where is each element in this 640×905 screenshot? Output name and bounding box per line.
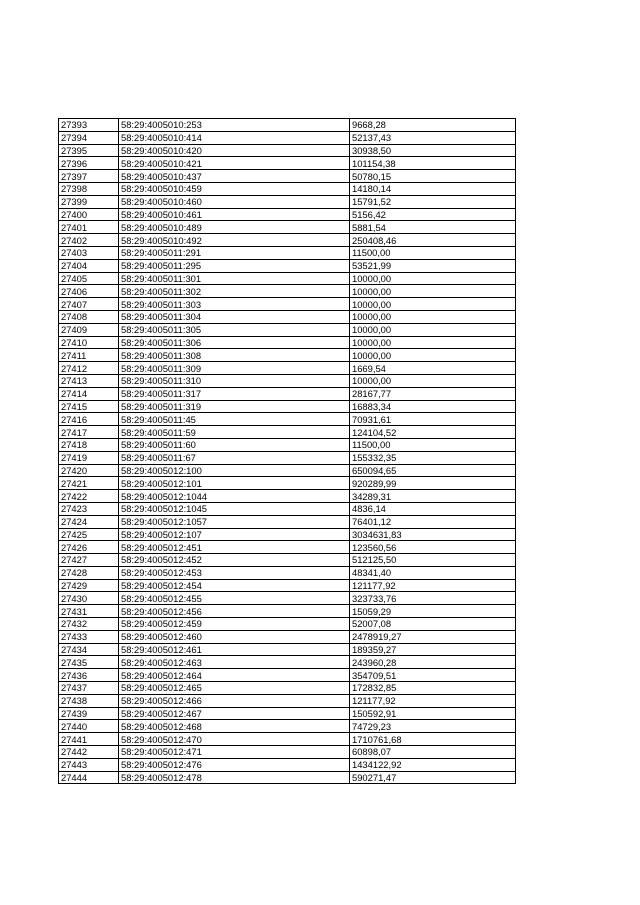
cadastral-number-cell: 58:29:4005011:60 bbox=[119, 438, 350, 451]
row-number-cell: 27406 bbox=[59, 285, 119, 298]
table-row bbox=[59, 541, 516, 554]
row-number-cell: 27418 bbox=[59, 438, 119, 451]
row-number-cell: 27441 bbox=[59, 733, 119, 746]
cadastral-number-cell: 58:29:4005012:467 bbox=[119, 707, 350, 720]
table-row bbox=[59, 246, 516, 259]
table-row bbox=[59, 605, 516, 618]
value-cell: 30938,50 bbox=[350, 144, 516, 157]
row-number-cell: 27404 bbox=[59, 259, 119, 272]
value-cell: 5881,54 bbox=[350, 221, 516, 234]
value-cell: 11500,00 bbox=[350, 246, 516, 259]
table-row bbox=[59, 630, 516, 643]
cadastral-number-cell: 58:29:4005012:1044 bbox=[119, 490, 350, 503]
table-row bbox=[59, 643, 516, 656]
table-row bbox=[59, 182, 516, 195]
cadastral-number-cell: 58:29:4005010:492 bbox=[119, 234, 350, 247]
cadastral-number-cell: 58:29:4005011:306 bbox=[119, 336, 350, 349]
value-cell: 650094,65 bbox=[350, 464, 516, 477]
cadastral-number-cell: 58:29:4005012:454 bbox=[119, 579, 350, 592]
table-row bbox=[59, 221, 516, 234]
table-row bbox=[59, 451, 516, 464]
cadastral-number-cell: 58:29:4005011:301 bbox=[119, 272, 350, 285]
table-row bbox=[59, 566, 516, 579]
value-cell: 9668,28 bbox=[350, 119, 516, 132]
table-row bbox=[59, 195, 516, 208]
row-number-cell: 27444 bbox=[59, 771, 119, 784]
cadastral-number-cell: 58:29:4005010:437 bbox=[119, 170, 350, 183]
cadastral-number-cell: 58:29:4005011:317 bbox=[119, 387, 350, 400]
value-cell: 10000,00 bbox=[350, 349, 516, 362]
value-cell: 4836,14 bbox=[350, 502, 516, 515]
table-row bbox=[59, 733, 516, 746]
table-row bbox=[59, 694, 516, 707]
table-row bbox=[59, 618, 516, 631]
value-cell: 28167,77 bbox=[350, 387, 516, 400]
value-cell: 172832,85 bbox=[350, 682, 516, 695]
cadastral-number-cell: 58:29:4005012:456 bbox=[119, 605, 350, 618]
row-number-cell: 27411 bbox=[59, 349, 119, 362]
value-cell: 76401,12 bbox=[350, 515, 516, 528]
table-row bbox=[59, 349, 516, 362]
table-row bbox=[59, 285, 516, 298]
row-number-cell: 27393 bbox=[59, 119, 119, 132]
value-cell: 101154,38 bbox=[350, 157, 516, 170]
table-row bbox=[59, 413, 516, 426]
value-cell: 11500,00 bbox=[350, 438, 516, 451]
cadastral-number-cell: 58:29:4005012:461 bbox=[119, 643, 350, 656]
cadastral-number-cell: 58:29:4005010:461 bbox=[119, 208, 350, 221]
cadastral-number-cell: 58:29:4005011:302 bbox=[119, 285, 350, 298]
value-cell: 155332,35 bbox=[350, 451, 516, 464]
cadastral-number-cell: 58:29:4005012:464 bbox=[119, 669, 350, 682]
cadastral-number-cell: 58:29:4005011:291 bbox=[119, 246, 350, 259]
value-cell: 2478919,27 bbox=[350, 630, 516, 643]
cadastral-number-cell: 58:29:4005012:478 bbox=[119, 771, 350, 784]
row-number-cell: 27429 bbox=[59, 579, 119, 592]
table-body bbox=[59, 119, 516, 784]
cadastral-number-cell: 58:29:4005011:295 bbox=[119, 259, 350, 272]
table-row bbox=[59, 438, 516, 451]
cadastral-number-cell: 58:29:4005010:459 bbox=[119, 182, 350, 195]
row-number-cell: 27405 bbox=[59, 272, 119, 285]
cadastral-number-cell: 58:29:4005012:1045 bbox=[119, 502, 350, 515]
value-cell: 10000,00 bbox=[350, 336, 516, 349]
cadastral-number-cell: 58:29:4005011:309 bbox=[119, 362, 350, 375]
table-row bbox=[59, 528, 516, 541]
cadastral-number-cell: 58:29:4005010:421 bbox=[119, 157, 350, 170]
table-row bbox=[59, 259, 516, 272]
table-row bbox=[59, 426, 516, 439]
row-number-cell: 27409 bbox=[59, 323, 119, 336]
row-number-cell: 27434 bbox=[59, 643, 119, 656]
value-cell: 124104,52 bbox=[350, 426, 516, 439]
table-row bbox=[59, 720, 516, 733]
row-number-cell: 27427 bbox=[59, 554, 119, 567]
row-number-cell: 27412 bbox=[59, 362, 119, 375]
table-row bbox=[59, 464, 516, 477]
value-cell: 10000,00 bbox=[350, 272, 516, 285]
table-row bbox=[59, 771, 516, 784]
table-row bbox=[59, 362, 516, 375]
table-row bbox=[59, 157, 516, 170]
value-cell: 150592,91 bbox=[350, 707, 516, 720]
table-row bbox=[59, 234, 516, 247]
value-cell: 189359,27 bbox=[350, 643, 516, 656]
value-cell: 512125,50 bbox=[350, 554, 516, 567]
cadastral-number-cell: 58:29:4005011:45 bbox=[119, 413, 350, 426]
value-cell: 10000,00 bbox=[350, 374, 516, 387]
value-cell: 121177,92 bbox=[350, 694, 516, 707]
cadastral-number-cell: 58:29:4005012:451 bbox=[119, 541, 350, 554]
row-number-cell: 27433 bbox=[59, 630, 119, 643]
row-number-cell: 27421 bbox=[59, 477, 119, 490]
row-number-cell: 27399 bbox=[59, 195, 119, 208]
table-row bbox=[59, 131, 516, 144]
value-cell: 250408,46 bbox=[350, 234, 516, 247]
row-number-cell: 27401 bbox=[59, 221, 119, 234]
table-row bbox=[59, 515, 516, 528]
value-cell: 354709,51 bbox=[350, 669, 516, 682]
table-row bbox=[59, 272, 516, 285]
cadastral-number-cell: 58:29:4005012:452 bbox=[119, 554, 350, 567]
row-number-cell: 27394 bbox=[59, 131, 119, 144]
row-number-cell: 27430 bbox=[59, 592, 119, 605]
table-row bbox=[59, 746, 516, 759]
value-cell: 123560,56 bbox=[350, 541, 516, 554]
cadastral-number-cell: 58:29:4005011:303 bbox=[119, 298, 350, 311]
row-number-cell: 27410 bbox=[59, 336, 119, 349]
row-number-cell: 27428 bbox=[59, 566, 119, 579]
table-row bbox=[59, 669, 516, 682]
table-row bbox=[59, 208, 516, 221]
cadastral-number-cell: 58:29:4005012:107 bbox=[119, 528, 350, 541]
cadastral-number-cell: 58:29:4005012:455 bbox=[119, 592, 350, 605]
cadastral-number-cell: 58:29:4005012:463 bbox=[119, 656, 350, 669]
table-row bbox=[59, 554, 516, 567]
cadastral-number-cell: 58:29:4005012:100 bbox=[119, 464, 350, 477]
row-number-cell: 27395 bbox=[59, 144, 119, 157]
table-row bbox=[59, 400, 516, 413]
row-number-cell: 27408 bbox=[59, 310, 119, 323]
table-row bbox=[59, 170, 516, 183]
cadastral-number-cell: 58:29:4005011:59 bbox=[119, 426, 350, 439]
row-number-cell: 27417 bbox=[59, 426, 119, 439]
cadastral-number-cell: 58:29:4005012:468 bbox=[119, 720, 350, 733]
value-cell: 15059,29 bbox=[350, 605, 516, 618]
row-number-cell: 27420 bbox=[59, 464, 119, 477]
value-cell: 10000,00 bbox=[350, 298, 516, 311]
table-row bbox=[59, 682, 516, 695]
row-number-cell: 27424 bbox=[59, 515, 119, 528]
table-row bbox=[59, 656, 516, 669]
table-row bbox=[59, 758, 516, 771]
row-number-cell: 27431 bbox=[59, 605, 119, 618]
row-number-cell: 27435 bbox=[59, 656, 119, 669]
table-row bbox=[59, 336, 516, 349]
cadastral-number-cell: 58:29:4005010:460 bbox=[119, 195, 350, 208]
value-cell: 323733,76 bbox=[350, 592, 516, 605]
row-number-cell: 27439 bbox=[59, 707, 119, 720]
value-cell: 121177,92 bbox=[350, 579, 516, 592]
table-row bbox=[59, 323, 516, 336]
value-cell: 10000,00 bbox=[350, 285, 516, 298]
value-cell: 3034631,83 bbox=[350, 528, 516, 541]
row-number-cell: 27438 bbox=[59, 694, 119, 707]
value-cell: 16883,34 bbox=[350, 400, 516, 413]
cadastral-number-cell: 58:29:4005012:471 bbox=[119, 746, 350, 759]
row-number-cell: 27426 bbox=[59, 541, 119, 554]
row-number-cell: 27407 bbox=[59, 298, 119, 311]
table-row bbox=[59, 374, 516, 387]
cadastral-number-cell: 58:29:4005011:319 bbox=[119, 400, 350, 413]
cadastral-number-cell: 58:29:4005011:304 bbox=[119, 310, 350, 323]
value-cell: 15791,52 bbox=[350, 195, 516, 208]
cadastral-number-cell: 58:29:4005012:453 bbox=[119, 566, 350, 579]
cadastral-number-cell: 58:29:4005012:459 bbox=[119, 618, 350, 631]
cadastral-number-cell: 58:29:4005012:470 bbox=[119, 733, 350, 746]
table-row bbox=[59, 298, 516, 311]
value-cell: 10000,00 bbox=[350, 323, 516, 336]
value-cell: 10000,00 bbox=[350, 310, 516, 323]
row-number-cell: 27423 bbox=[59, 502, 119, 515]
value-cell: 52137,43 bbox=[350, 131, 516, 144]
cadastral-number-cell: 58:29:4005012:1057 bbox=[119, 515, 350, 528]
row-number-cell: 27422 bbox=[59, 490, 119, 503]
value-cell: 34289,31 bbox=[350, 490, 516, 503]
row-number-cell: 27396 bbox=[59, 157, 119, 170]
table-row bbox=[59, 592, 516, 605]
row-number-cell: 27400 bbox=[59, 208, 119, 221]
value-cell: 50780,15 bbox=[350, 170, 516, 183]
value-cell: 48341,40 bbox=[350, 566, 516, 579]
cadastral-number-cell: 58:29:4005011:67 bbox=[119, 451, 350, 464]
value-cell: 1710761,68 bbox=[350, 733, 516, 746]
value-cell: 5156,42 bbox=[350, 208, 516, 221]
value-cell: 53521,99 bbox=[350, 259, 516, 272]
row-number-cell: 27416 bbox=[59, 413, 119, 426]
value-cell: 1669,54 bbox=[350, 362, 516, 375]
row-number-cell: 27419 bbox=[59, 451, 119, 464]
cadastral-number-cell: 58:29:4005011:310 bbox=[119, 374, 350, 387]
cadastral-number-cell: 58:29:4005012:460 bbox=[119, 630, 350, 643]
cadastral-number-cell: 58:29:4005012:465 bbox=[119, 682, 350, 695]
table-row bbox=[59, 387, 516, 400]
table-row bbox=[59, 579, 516, 592]
table-row bbox=[59, 310, 516, 323]
row-number-cell: 27437 bbox=[59, 682, 119, 695]
cadastral-number-cell: 58:29:4005010:253 bbox=[119, 119, 350, 132]
row-number-cell: 27402 bbox=[59, 234, 119, 247]
table-row bbox=[59, 502, 516, 515]
cadastral-number-cell: 58:29:4005012:476 bbox=[119, 758, 350, 771]
cadastral-number-cell: 58:29:4005011:308 bbox=[119, 349, 350, 362]
row-number-cell: 27436 bbox=[59, 669, 119, 682]
table-row bbox=[59, 119, 516, 132]
cadastral-number-cell: 58:29:4005011:305 bbox=[119, 323, 350, 336]
cadastral-value-table bbox=[58, 118, 516, 784]
table-row bbox=[59, 490, 516, 503]
row-number-cell: 27442 bbox=[59, 746, 119, 759]
row-number-cell: 27425 bbox=[59, 528, 119, 541]
table-row bbox=[59, 144, 516, 157]
table-row bbox=[59, 707, 516, 720]
value-cell: 60898,07 bbox=[350, 746, 516, 759]
cadastral-number-cell: 58:29:4005010:420 bbox=[119, 144, 350, 157]
value-cell: 920289,99 bbox=[350, 477, 516, 490]
value-cell: 243960,28 bbox=[350, 656, 516, 669]
cadastral-number-cell: 58:29:4005010:489 bbox=[119, 221, 350, 234]
row-number-cell: 27398 bbox=[59, 182, 119, 195]
cadastral-number-cell: 58:29:4005012:466 bbox=[119, 694, 350, 707]
value-cell: 1434122,92 bbox=[350, 758, 516, 771]
row-number-cell: 27397 bbox=[59, 170, 119, 183]
value-cell: 70931,61 bbox=[350, 413, 516, 426]
row-number-cell: 27443 bbox=[59, 758, 119, 771]
row-number-cell: 27440 bbox=[59, 720, 119, 733]
row-number-cell: 27432 bbox=[59, 618, 119, 631]
row-number-cell: 27415 bbox=[59, 400, 119, 413]
row-number-cell: 27413 bbox=[59, 374, 119, 387]
value-cell: 52007,08 bbox=[350, 618, 516, 631]
row-number-cell: 27403 bbox=[59, 246, 119, 259]
value-cell: 14180,14 bbox=[350, 182, 516, 195]
cadastral-number-cell: 58:29:4005010:414 bbox=[119, 131, 350, 144]
value-cell: 590271,47 bbox=[350, 771, 516, 784]
row-number-cell: 27414 bbox=[59, 387, 119, 400]
cadastral-number-cell: 58:29:4005012:101 bbox=[119, 477, 350, 490]
table-row bbox=[59, 477, 516, 490]
value-cell: 74729,23 bbox=[350, 720, 516, 733]
